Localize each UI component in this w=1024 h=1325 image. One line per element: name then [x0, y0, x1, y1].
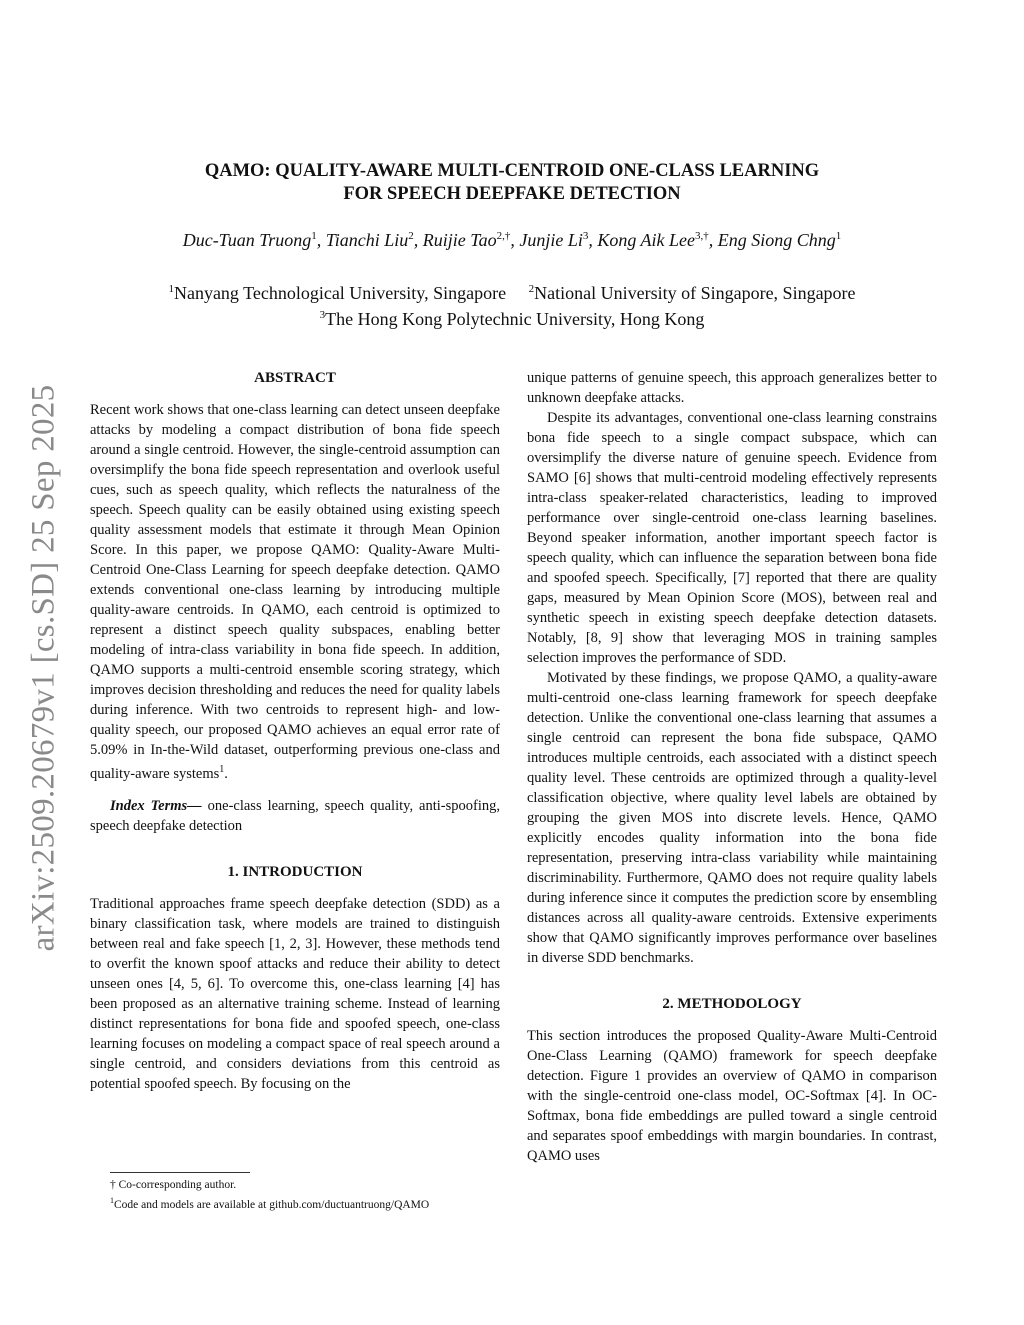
footnote: $^1$Code and models are available at github.com/ductuantruong/QAMO — [110, 1196, 430, 1211]
methodology-heading: 2. METHODOLOGY — [662, 996, 802, 1012]
author: Duc-Tuan Truong$^1$, — [182, 230, 326, 250]
intro-paragraph: Motivated by these findings, we propose QAMO, a quality-aware multi-centroid one-class learning framework for speech deepfake detection. Unlike the conventional one-class learning that assumes a single centroid can represent the bona fide subspace, QAMO introduces multiple centroids, each associated with a distinct speech quality level. These centroids are optimized through a quality-level classification objective, where quality level labels are obtained by grouping the given MOS into discrete levels. Hence, QAMO explicitly encodes quality information into the bona fide representation, preserving intra-class variability while maintaining discriminability. Furthermore, QAMO does not require quality labels during inference since it computes the prediction score by ensembling distances across all quality-aware centroids. Extensive experiments show that QAMO significantly improves performance over baselines in diverse SDD benchmarks. — [527, 670, 937, 966]
affiliation: $^3$The Hong Kong Polytechnic University, Hong Kong — [319, 309, 705, 329]
title-line-2: FOR SPEECH DEEPFAKE DETECTION — [343, 184, 681, 204]
title-line-1: QAMO: QUALITY-AWARE MULTI-CENTROID ONE-CLASS LEARNING — [204, 161, 820, 181]
abstract-text: Recent work shows that one-class learning can detect unseen deepfake attacks by modeling a compact distribution of bona fide speech around a single centroid. However, the single-centroid assumption can oversimplify the bona fide speech representation and overlook useful cues, such as speech quality, which reflects the naturalness of the speech. Speech quality can be easily obtained using existing speech quality assessment models that estimate it through Mean Opinion Score. In this paper, we propose QAMO: Quality-Aware Multi-Centroid One-Class Learning for speech deepfake detection. QAMO extends conventional one-class learning by introducing multiple quality-aware centroids. In QAMO, each centroid is optimized to represent a distinct speech quality subspaces, enabling better modeling of intra-class variability in bona fide speech. In addition, QAMO supports a multi-centroid ensemble scoring strategy, which improves decision thresholding and reduces the need for quality labels during inference. With two centroids to represent high- and low-quality speech, our proposed QAMO achieves an equal error rate of 5.09% in In-the-Wild dataset, outperforming previous one-class and quality-aware systems$^1$. — [90, 402, 500, 782]
affiliations — [100, 278, 924, 330]
affiliation: $^2$National University of Singapore, Singapore — [528, 283, 856, 303]
author: Junjie Li$^3$, — [519, 230, 598, 250]
left-column — [90, 368, 500, 1094]
abstract-heading: ABSTRACT — [254, 370, 336, 386]
index-terms-label: Index Terms— — [110, 797, 202, 814]
right-column — [527, 368, 937, 1166]
affiliation: $^1$Nanyang Technological University, Singapore — [168, 283, 507, 303]
author-list — [100, 230, 924, 251]
intro-paragraph: Despite its advantages, conventional one-class learning constrains bona fide speech to a single compact subspace, which can oversimplify the diverse nature of genuine speech. Evidence from SAMO [6] shows that multi-centroid modeling effectively represents intra-class speaker-related characteristics, leading to improved performance over single-centroid one-class learning baselines. Beyond speaker information, another important speech factor is speech quality, which can influence the separation between bona fide and spoofed speech. Specifically, [7] reported that there are quality gaps, measured by Mean Opinion Score (MOS), between real and synthetic speech in existing speech deepfake detection datasets. Notably, [8, 9] show that leveraging MOS in training samples selection improves the performance of SDD. — [527, 410, 937, 666]
author: Kong Aik Lee$^{3,\dagger}$, — [597, 230, 718, 250]
author: Ruijie Tao$^{2,\dagger}$, — [422, 230, 520, 250]
footnote-divider — [110, 1172, 250, 1173]
author: Eng Siong Chng$^1$ — [717, 230, 842, 250]
methodology-paragraph: This section introduces the proposed Quality-Aware Multi-Centroid One-Class Learning (QAMO) framework for speech deepfake detection. Figure 1 provides an overview of QAMO in comparison with the single-centroid one-class model, OC-Softmax [4]. In OC-Softmax, bona fide embeddings are pulled toward a single centroid and separates spoof embeddings with margin boundaries. In contrast, QAMO uses — [527, 1028, 937, 1164]
paper-title — [120, 160, 904, 206]
introduction-heading: 1. INTRODUCTION — [227, 863, 363, 880]
footnotes — [90, 1172, 500, 1213]
footnote-mark[interactable]: 1 — [219, 764, 225, 775]
intro-paragraph-continued: unique patterns of genuine speech, this approach generalizes better to unknown deepfake attacks. — [527, 370, 937, 406]
intro-paragraph: Traditional approaches frame speech deepfake detection (SDD) as a binary classification task, where models are trained to distinguish between real and fake speech [1, 2, 3]. However, these methods tend to overfit the known spoof attacks and reduce their ability to detect unseen ones [4, 5, 6]. To overcome this, one-class learning [4] has been proposed as an alternative training scheme. Instead of learning distinct representations for bona fide and spoofed speech, one-class learning focuses on modeling a compact space of real speech around a single centroid, and considers deviations from this centroid as potential spoofed speech. By focusing on the — [90, 895, 500, 1092]
author: Tianchi Liu$^2$, — [325, 230, 423, 250]
footnote: † Co-corresponding author. — [110, 1179, 237, 1191]
arxiv-identifier[interactable]: arXiv:2509.20679v1 [cs.SD] 25 Sep 2025 — [25, 384, 62, 952]
index-terms: Index Terms— one-class learning, speech quality, anti-spoofing, speech deepfake detection — [90, 797, 500, 834]
